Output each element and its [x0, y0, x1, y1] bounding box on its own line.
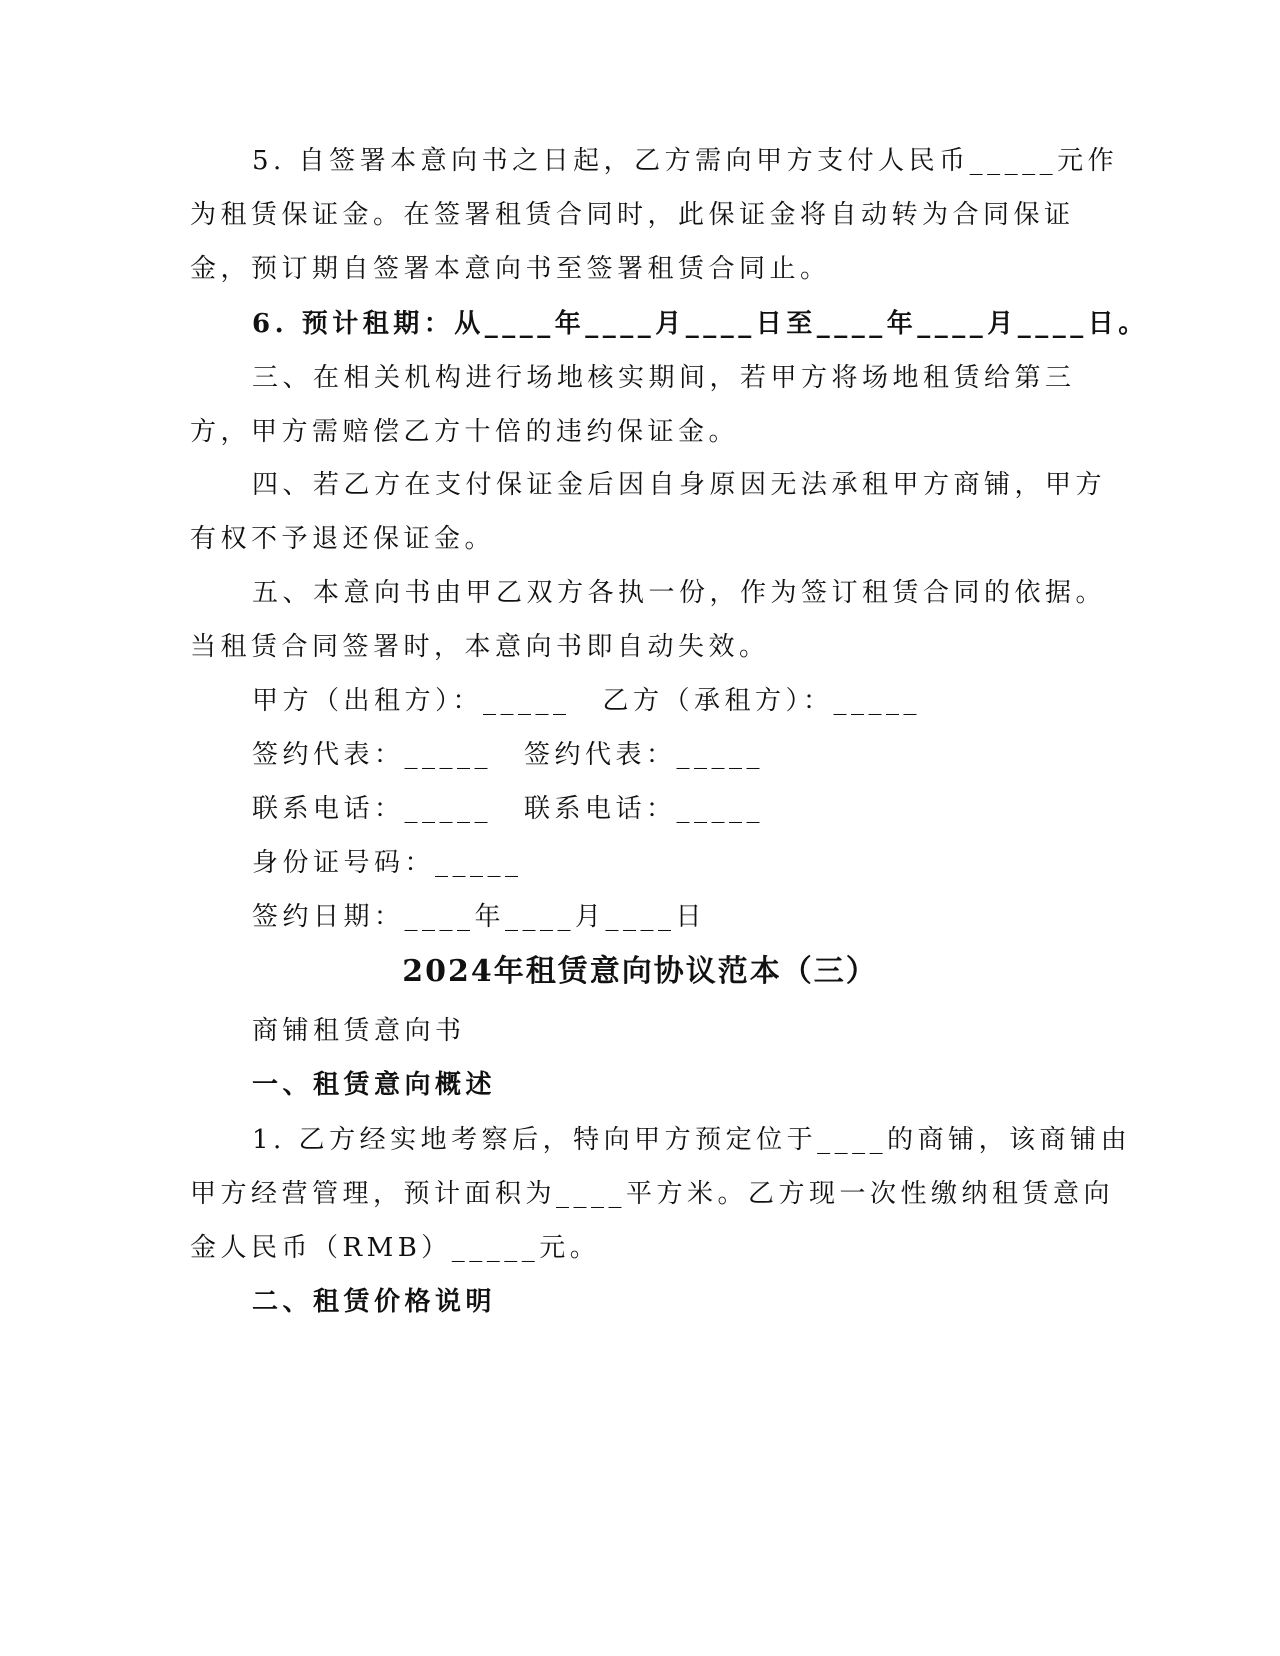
- heading-lease-intent-overview: 一、租赁意向概述: [252, 1070, 497, 1100]
- heading-lease-price: 二、租赁价格说明: [252, 1287, 497, 1317]
- clause-5-line-3: 金，预订期自签署本意向书至签署租赁合同止。: [190, 254, 831, 284]
- clause-5-line-2: 为租赁保证金。在签署租赁合同时，此保证金将自动转为合同保证: [190, 200, 1075, 230]
- signature-row-phones: [252, 791, 764, 827]
- party-b-field: 乙方（承租方）：_____: [602, 686, 922, 716]
- section-4-line-1: 四、若乙方在支付保证金后因自身原因无法承租甲方商铺，甲方: [252, 470, 1107, 500]
- document-title: 2024年租赁意向协议范本（三）: [402, 954, 878, 989]
- id-number-field: 身份证号码：_____: [252, 848, 523, 878]
- party-a-field: 甲方（出租方）：_____: [252, 686, 571, 716]
- sign-date-field: 签约日期：____年____月____日: [252, 902, 707, 932]
- rep-b-field: 签约代表：_____: [524, 740, 765, 770]
- document-subtitle: 商铺租赁意向书: [252, 1016, 466, 1046]
- section-5-line-2: 当租赁合同签署时，本意向书即自动失效。: [190, 632, 770, 662]
- signature-row-parties: [252, 683, 921, 719]
- signature-row-representatives: [252, 737, 764, 773]
- section-3-line-1: 三、在相关机构进行场地核实期间，若甲方将场地租赁给第三: [252, 363, 1076, 393]
- phone-a-field: 联系电话：_____: [252, 794, 493, 824]
- section-4-line-2: 有权不予退还保证金。: [190, 524, 496, 554]
- clause-5-line-1: 5. 自签署本意向书之日起，乙方需向甲方支付人民币_____元作: [252, 146, 1119, 176]
- section-5-line-1: 五、本意向书由甲乙双方各执一份，作为签订租赁合同的依据。: [252, 578, 1107, 608]
- item-1-line-2: 甲方经营管理，预计面积为____平方米。乙方现一次性缴纳租赁意向: [190, 1179, 1115, 1209]
- section-3-line-2: 方，甲方需赔偿乙方十倍的违约保证金。: [190, 417, 740, 447]
- clause-6-lease-term: 6. 预计租期：从____年____月____日至____年____月____日。: [252, 309, 1149, 339]
- phone-b-field: 联系电话：_____: [524, 794, 765, 824]
- item-1-line-3: 金人民币（RMB）_____元。: [190, 1233, 601, 1263]
- rep-a-field: 签约代表：_____: [252, 740, 493, 770]
- item-1-line-1: 1. 乙方经实地考察后，特向甲方预定位于____的商铺，该商铺由: [252, 1125, 1132, 1155]
